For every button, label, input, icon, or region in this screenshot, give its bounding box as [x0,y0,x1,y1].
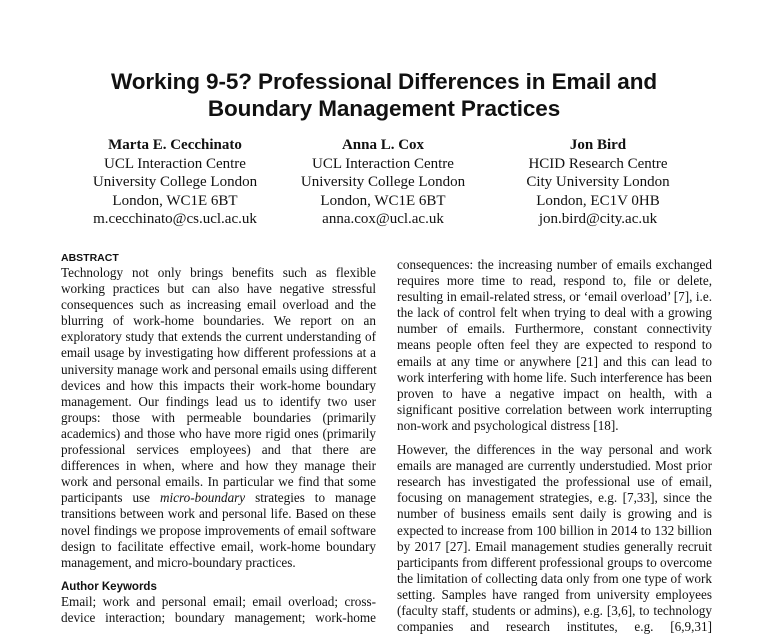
body-line: emails at any time or anywhere [21] and this can lead to [397,353,712,369]
author-name: Marta E. Cecchinato [108,137,242,153]
abstract-line: management, and micro-boundary practices. [61,554,296,570]
abstract-line: devices and how this impacts their work-home boundary [61,377,376,393]
abstract-line: transitions between work and personal life. Based on these [61,506,376,522]
body-paragraph-1 [397,257,712,434]
abstract-line: work and personal emails. In particular we find that some [61,474,376,490]
abstract-line: Technology not only brings benefits such as flexible [61,265,376,280]
author-institution: University College London [92,174,258,190]
body-line: (faculty staff, students or admins), e.g. [3,6], to technology [397,602,712,618]
abstract-line: design to facilitate effective email, work-home boundary [61,538,376,554]
body-line: number of business emails sent daily is growing and is [397,506,712,522]
abstract-line: academics) and those who have more rigid ones (primarily [61,425,376,441]
left-column [61,251,376,626]
author-name: Anna L. Cox [341,137,425,153]
abstract-line: blurring of work-home boundaries. We report on an [61,313,376,329]
author-email: m.cecchinato@cs.ucl.ac.uk [93,211,257,227]
keywords-line: Email; work and personal email; email overload; cross- [61,593,376,609]
body-line: the limitation of collecting data only from one type of work [397,570,712,586]
body-line: research has investigated the professional use of email, [397,474,712,490]
body-line: setting. Samples have ranged from university employees [397,586,712,602]
right-column [397,257,712,635]
author-institution: City University London [526,174,670,190]
keywords-text [61,594,376,626]
abstract-line: consequences such as increasing email overload and the [61,297,376,313]
paper-title-line-1: Working 9-5? Professional Differences in Email and [111,69,657,94]
paper-title [0,68,768,122]
abstract-line: working practices but can also have negative stressful [61,281,376,297]
body-line: means people often feel they are expected to respond to [397,337,712,353]
author-affiliation: UCL Interaction Centre [312,155,454,172]
body-line: proven to have a negative impact on health, with a [397,385,712,401]
author-email: anna.cox@ucl.ac.uk [322,211,444,227]
body-paragraph-2 [397,442,712,635]
emphasized-term: micro-boundary [159,490,246,506]
abstract-text-fragment: participants use [61,490,160,506]
body-line: significant positive correlation between work interrupting [397,401,712,417]
author-3 [478,136,718,229]
abstract-line: exploratory study that extends the current understanding of [61,329,376,345]
body-line: non-work and psychological distress [18]. [397,417,619,433]
abstract-line: management. Our findings lead us to identify two user [61,393,376,409]
abstract-line: novel findings we propose improvements of email software [61,522,376,538]
body-line: However, the differences in the way personal and work [397,442,712,458]
author-email: jon.bird@city.ac.uk [538,211,658,227]
abstract-line: university manage work and personal emails using different [61,361,377,377]
abstract-line: email usage by investigating how different professions at a [61,345,376,361]
body-line: companies and research institutes, e.g. [6,9,31] [397,619,712,635]
author-affiliation: HCID Research Centre [528,155,668,172]
body-line: expected to increase from 100 billion in 2014 to 132 billion [397,522,712,538]
author-1 [55,136,295,229]
author-address: London, EC1V 0HB [536,192,660,209]
abstract-line: professional services employees) and that there are [61,442,376,458]
body-line: consequences: the increasing number of emails exchanged [397,257,712,272]
body-line: participants from different professional groups to overcome [397,554,712,570]
abstract-line: groups: those with permeable boundaries (primarily [61,409,376,425]
body-line: focusing on management strategies, e.g. [7,33], since the [397,490,712,506]
abstract-heading: ABSTRACT [61,252,119,264]
body-line: by 2017 [27]. Email management studies generally recruit [397,538,712,554]
body-line: number of emails. Furthermore, constant connectivity [397,321,712,337]
author-address: London, WC1E 6BT [320,192,446,209]
keywords-line: device interaction; boundary management; work-home [61,609,376,625]
body-line: work interfering with home life. Such interference has been [397,369,712,385]
author-name: Jon Bird [569,137,627,153]
abstract-text [61,265,376,571]
body-line: the lack of control felt when trying to deal with a growing [397,305,712,321]
author-institution: University College London [300,174,466,190]
author-2 [263,136,503,229]
keywords-heading: Author Keywords [61,580,157,593]
body-line: resulting in email-related stress, or ‘email overload’ [7], i.e. [397,289,712,305]
author-address: London, WC1E 6BT [112,192,238,209]
body-line: emails are managed are currently understudied. Most prior [397,458,712,474]
abstract-line: differences in when, where and how they manage their [61,458,376,474]
body-line: requires more time to read, respond to, file or delete, [397,273,712,289]
abstract-line [61,490,376,506]
abstract-text-fragment: strategies to manage [245,490,376,506]
author-affiliation: UCL Interaction Centre [104,155,246,172]
paper-title-line-2: Boundary Management Practices [207,96,561,121]
